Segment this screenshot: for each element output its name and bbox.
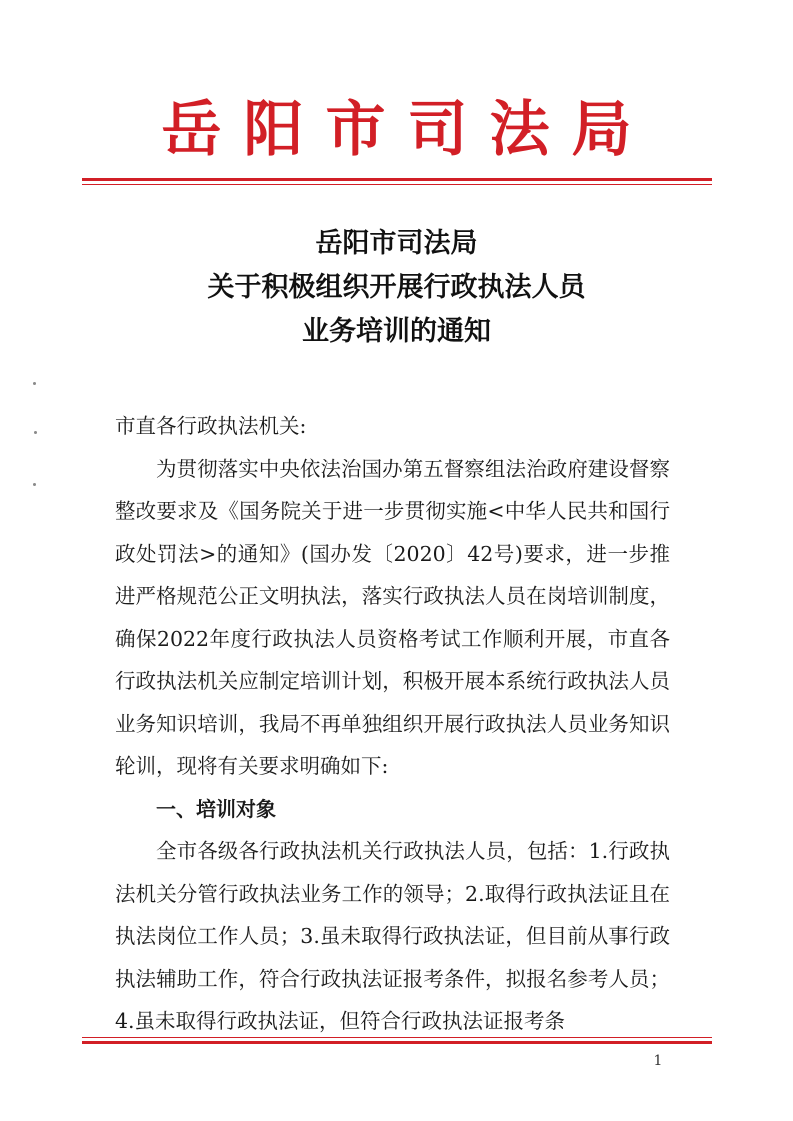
paragraph-intro: 为贯彻落实中央依法治国办第五督察组法治政府建设督察整改要求及《国务院关于进一步贯彻实施<中华人民共和国行政处罚法>的通知》(国办发〔2020〕42号)要求，进一步推进严格规范公正文明执法，落实行政执法人员在岗培训制度，确保2022年度行政执法人员资格考试工作顺利开展，市直各行政执法机关应制定培训计划，积极开展本系统行政执法人员业务知识培训，我局不再单独组织开展行政执法人员业务知识轮训，现将有关要求明确如下: bbox=[115, 456, 670, 778]
footer-rule-thin bbox=[82, 1037, 712, 1038]
scan-speck bbox=[34, 431, 37, 434]
title-line-2: 关于积极组织开展行政执法人员 bbox=[207, 272, 586, 303]
letterhead-org-name: 岳阳市司法局 bbox=[161, 95, 654, 165]
footer-rule-thick bbox=[82, 1041, 712, 1044]
letterhead-rule-thin bbox=[82, 184, 712, 185]
scan-speck bbox=[33, 483, 36, 486]
paragraph-training-targets: 全市各级各行政执法机关行政执法人员，包括：1.行政执法机关分管行政执法业务工作的领导；2.取得行政执法证且在执法岗位工作人员；3.虽未取得行政执法证，但目前从事行政执法辅助工作，符合行政执法证报考条件，拟报名参考人员；4.虽未取得行政执法证，但符合行政执法证报考条 bbox=[115, 839, 670, 1033]
section-heading-training-targets: 一、培训对象 bbox=[156, 796, 276, 821]
title-line-3: 业务培训的通知 bbox=[302, 316, 491, 347]
document-title bbox=[0, 222, 793, 354]
page-number: 1 bbox=[653, 1053, 663, 1069]
letterhead-rule-thick bbox=[82, 178, 712, 181]
scan-speck bbox=[33, 382, 36, 385]
salutation: 市直各行政执法机关: bbox=[115, 414, 307, 438]
title-line-1: 岳阳市司法局 bbox=[315, 228, 478, 259]
document-body bbox=[115, 405, 670, 1043]
